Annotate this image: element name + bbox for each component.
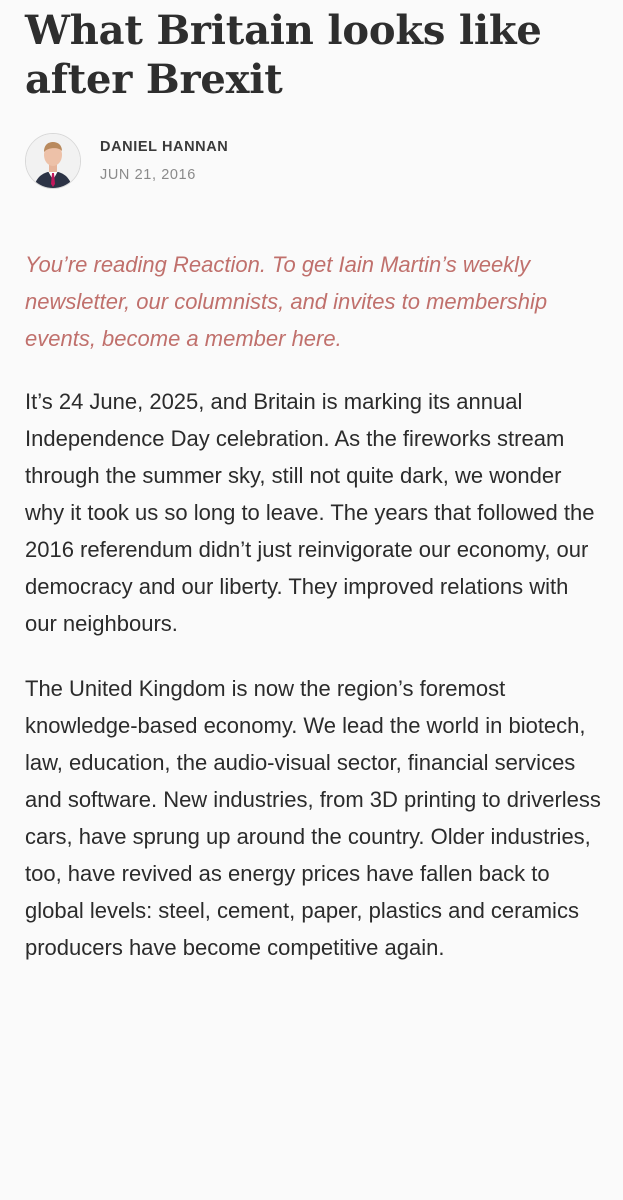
article-title: What Britain looks like after Brexit: [25, 7, 542, 103]
author-name[interactable]: DANIEL HANNAN: [100, 139, 229, 155]
byline-meta: [100, 137, 228, 185]
body-paragraph-2: The United Kingdom is now the region’s foremost knowledge-based economy. We lead the world in biotech, law, education, the audio-visual sector, financial services and software. New industries, from 3D printing to driverless cars, have sprung up around the country. Older industries, too, have revived as energy prices have fallen back to global levels: steel, cement, paper, plastics and ceramics producers have become competitive again.: [25, 676, 601, 960]
byline: [25, 133, 601, 189]
body-paragraph-1: It’s 24 June, 2025, and Britain is marking its annual Independence Day celebration. As the fireworks stream through the summer sky, still not quite dark, we wonder why it took us so long to leave. The years that followed the 2016 referendum didn’t just reinvigorate our economy, our democracy and our liberty. They improved relations with our neighbours.: [25, 389, 595, 636]
publish-date: JUN 21, 2016: [100, 167, 196, 183]
membership-promo-link[interactable]: You’re reading Reaction. To get Iain Martin’s weekly newsletter, our columnists, and invites to membership events, become a member here.: [25, 252, 548, 351]
author-photo-icon: [26, 134, 80, 188]
author-avatar[interactable]: [25, 133, 81, 189]
